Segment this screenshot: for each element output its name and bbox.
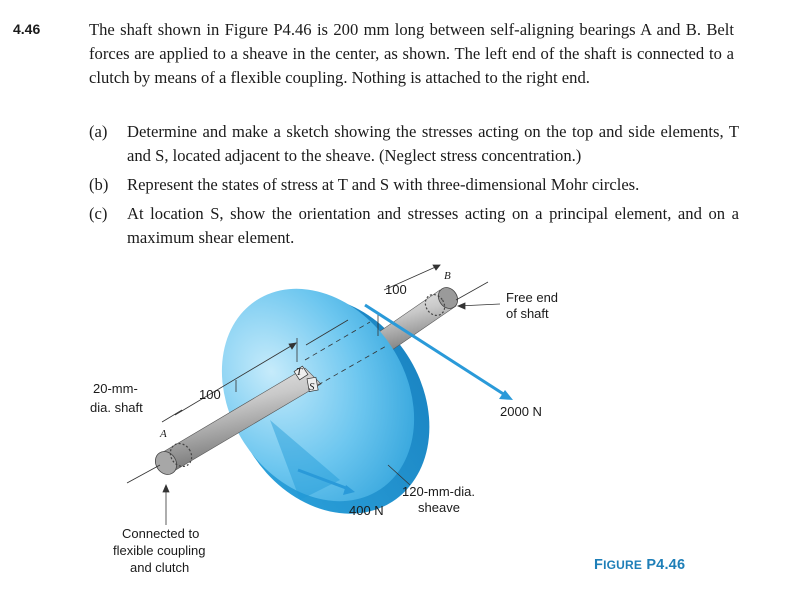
sheave-label-2: sheave: [418, 500, 460, 515]
force-bottom-label: 400 N: [349, 503, 384, 518]
problem-statement: The shaft shown in Figure P4.46 is 200 mm long between self-aligning bearings A and B. Belt forces are applied to a sheave in the center, as shown. The left end of the shaft is connected to a clutch by means of a flexible coupling. Nothing is attached to the right end.: [89, 20, 734, 87]
element-t-label: T: [296, 366, 303, 378]
element-s-label: S: [309, 381, 315, 393]
figure-caption: [594, 557, 685, 573]
bearing-a-label: A: [160, 428, 167, 440]
part-a-label: (a): [89, 122, 108, 141]
bearing-b-label: B: [444, 270, 451, 282]
part-b-label: (b): [89, 175, 109, 194]
part-b-text: Represent the states of stress at T and S with three-dimensional Mohr circles.: [127, 175, 640, 194]
part-a-text: Determine and make a sketch showing the stresses acting on the top and side elements, T and S, located adjacent to the sheave. (Neglect stress concentration.): [127, 122, 739, 165]
free-end-label-2: of shaft: [506, 306, 549, 321]
part-c-text: At location S, show the orientation and stresses acting on a principal element, and on a maximum shear element.: [127, 204, 739, 247]
part-c-label: (c): [89, 204, 108, 223]
coupling-label-2: flexible coupling: [113, 543, 206, 558]
shaft-dia-label-1: 20-mm-: [93, 381, 138, 396]
dim-label-right: 100: [385, 282, 407, 297]
shaft-dia-label-2: dia. shaft: [90, 400, 143, 415]
force-right-label: 2000 N: [500, 404, 542, 419]
coupling-label-1: Connected to: [122, 526, 200, 541]
caption-prefix: F: [594, 557, 604, 573]
caption-small: IGURE: [603, 558, 643, 572]
caption-number: P4.46: [646, 557, 686, 573]
coupling-label-3: and clutch: [130, 560, 190, 575]
problem-number: 4.46: [13, 21, 41, 37]
free-end-label-1: Free end: [506, 290, 559, 305]
dim-label-left: 100: [199, 387, 221, 402]
sheave-label-1: 120-mm-dia.: [402, 484, 475, 499]
